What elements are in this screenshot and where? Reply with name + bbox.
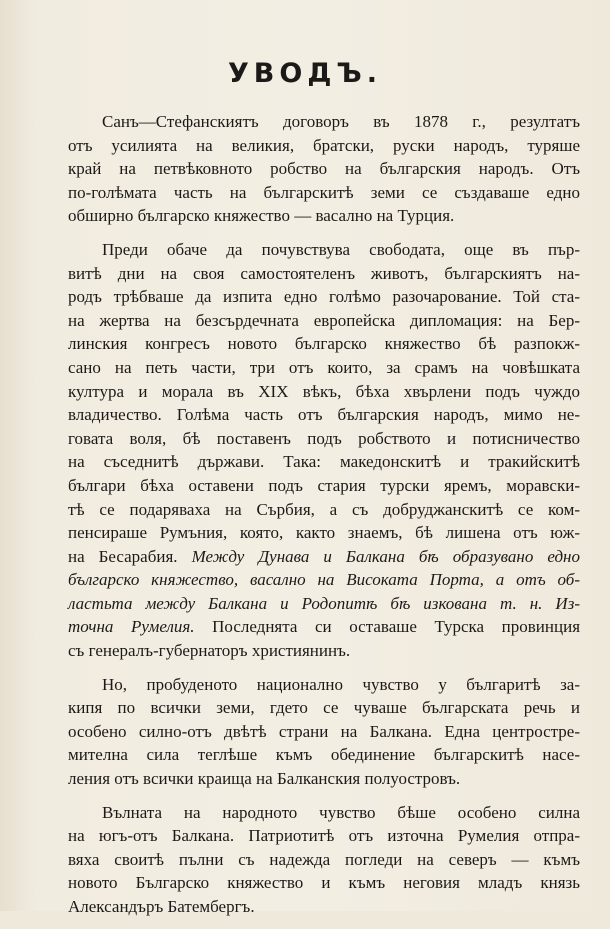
text-line: вяха своитѣ пълни съ надежда погледи на северъ — къмъ <box>68 849 580 869</box>
text-line: култура и морала въ XIX вѣкъ, бѣха хвърлени подъ чуждо <box>68 381 580 401</box>
text-segment: Последнята си оставаше Турска провинция <box>212 617 581 637</box>
text-line: Вълната на народното чувство бѣше особено силна <box>102 802 580 822</box>
text-line: ластьта между Балкана и Родопитѣ бѣ изкована т. н. Из- <box>68 593 580 613</box>
text-line: витѣ дни на своя самостоятеленъ животъ, българскиятъ на- <box>68 263 580 283</box>
text-line: говата воля, бѣ поставенъ подъ робството и потисничество <box>68 428 580 448</box>
text-line: българи бѣха оставени подъ стария турски яремъ, моравски- <box>68 475 580 495</box>
text-line: на съседнитѣ държави. Така: македонскитѣ и тракийскитѣ <box>68 452 580 472</box>
paragraph-4 <box>68 801 580 919</box>
paragraph-1 <box>68 110 580 228</box>
text-line: особено силно-отъ двѣтѣ страни на Балкана. Една центростре- <box>68 721 580 741</box>
text-line <box>68 545 580 569</box>
text-line: отъ усилията на великия, братски, руски народъ, туряше <box>68 135 580 155</box>
text-line: тѣ се подаряваха на Сърбия, а съ добруджанскитѣ се ком- <box>68 499 580 519</box>
text-line: сано на петь части, три отъ които, за срамъ на човѣшката <box>68 357 580 377</box>
document-body <box>68 110 580 929</box>
text-line <box>68 615 580 639</box>
page-title: УВОДЪ. <box>227 58 383 89</box>
text-line: съ генералъ-губернаторъ християнинъ. <box>68 641 351 661</box>
text-line: Санъ—Стефанскиятъ договоръ въ 1878 г., резултатъ <box>102 112 580 131</box>
text-line: новото Българско княжество и къмъ неговия младъ князь <box>68 873 580 893</box>
paragraph-2 <box>68 238 580 663</box>
paragraph-3 <box>68 673 580 791</box>
text-line: ления отъ всички краища на Балканския полуостровъ. <box>68 769 461 789</box>
text-line: по-голѣмата часть на българскитѣ земи се създаваше едно <box>68 182 580 202</box>
italic-segment: точна <box>68 617 114 637</box>
italic-segment: Румелия. <box>130 617 195 637</box>
text-line: Александъръ Батембергъ. <box>68 897 255 916</box>
text-segment: на Бесарабия. <box>68 546 178 566</box>
text-line: на жертва на безсърдечната европейска дипломация: на Бер- <box>68 310 580 330</box>
text-line: обширно българско княжество — васално на Турция. <box>68 206 455 226</box>
italic-segment: Между Дунава и Балкана бѣ образувано едно <box>191 546 580 566</box>
text-line: българско княжество, васално на Високата Порта, а отъ об- <box>68 570 580 590</box>
text-line: линския конгресъ новото българско княжество бѣ разпокж- <box>68 334 580 354</box>
text-line: пенсираше Румъния, която, както знаемъ, бѣ лишена отъ юж- <box>68 523 580 543</box>
text-line: на югъ-отъ Балкана. Патриотитѣ отъ източна Румелия отпра- <box>68 826 580 846</box>
text-line: край на петвѣковното робство на българския народъ. Отъ <box>68 159 580 179</box>
text-line: родъ трѣбваше да изпита едно голѣмо разочарование. Той ста- <box>68 287 580 307</box>
text-line: Но, пробуденото национално чувство у българитѣ за- <box>102 674 580 694</box>
text-line: Преди обаче да почувствува свободата, още въ пър- <box>102 239 580 259</box>
text-line: мителна сила теглѣше къмъ обединение българскитѣ насе- <box>68 745 580 765</box>
text-line: владичество. Голѣма часть отъ българския народъ, мимо не- <box>68 405 580 425</box>
text-line: кипя по всички земи, гдето се чуваше българската речь и <box>68 698 580 718</box>
